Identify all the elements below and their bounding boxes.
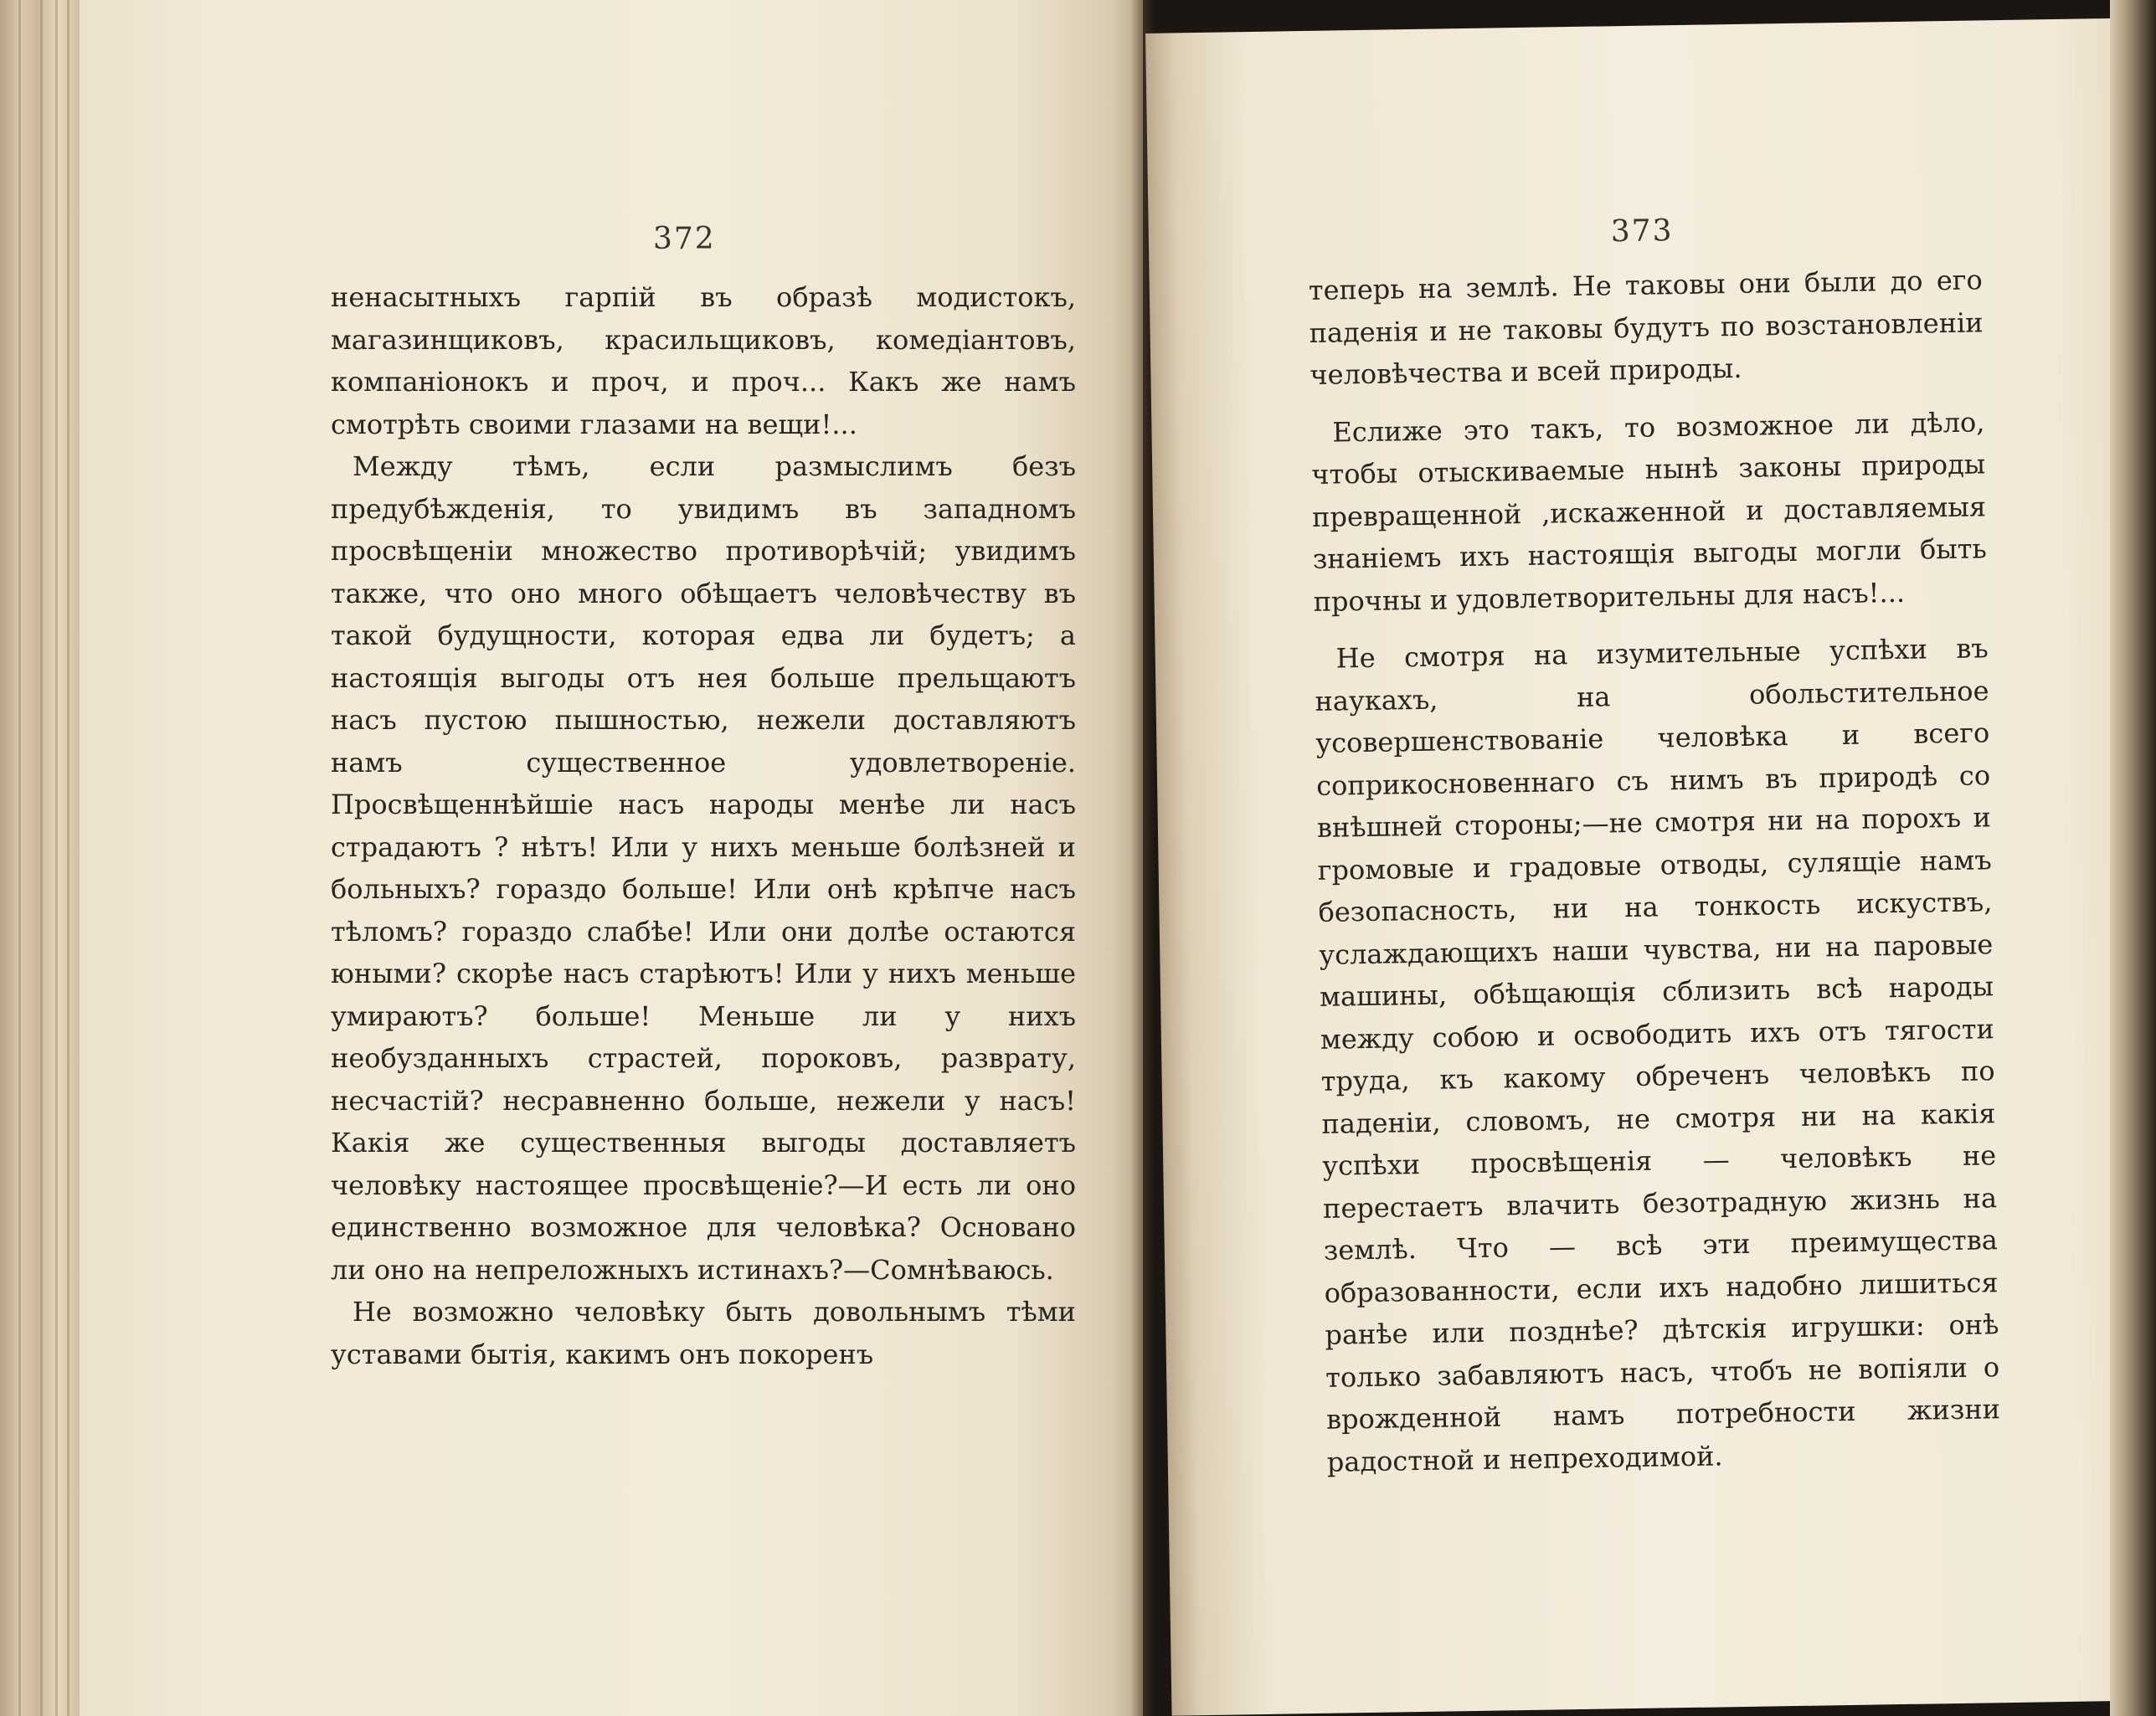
page-edge-line [67, 0, 69, 1716]
right-page-edge-shadow [2110, 0, 2156, 1716]
right-paragraph-1: теперь на землѣ. Не таковы они были до его паденія и не таковы будутъ по возстановленіи человѣчества и всей природы. [1308, 264, 1984, 391]
page-edge-line [55, 0, 58, 1716]
left-page [80, 0, 1143, 1716]
left-page-text [331, 276, 1076, 1375]
left-paragraph-3: Не возможно человѣку быть довольнымъ тѣми уставами бытія, какимъ онъ покоренъ [331, 1296, 1076, 1370]
left-page-number: 372 [653, 222, 716, 256]
right-page-number: 373 [1610, 213, 1674, 249]
page-edge-line [40, 0, 43, 1716]
page-edge-line [18, 0, 21, 1716]
right-page-text [1308, 259, 2001, 1482]
left-paragraph-1: ненасытныхъ гарпій въ образѣ модистокъ, магазинщиковъ, красильщиковъ, комедіантовъ, компаніонокъ и проч, и проч... Какъ же намъ смотрѣть своими глазами на вещи!... [331, 281, 1076, 440]
right-paragraph-2: Еслиже это такъ, то возможное ли дѣло, чтобы отыскиваемые нынѣ законы природы превращенной ,искаженной и доставляемыя знаніемъ ихъ настоящія выгоды могли быть прочны и удовлетворительны для насъ!... [1311, 405, 1988, 618]
right-page [1145, 18, 2155, 1716]
left-paragraph-2: Между тѣмъ, если размыслимъ безъ предубѣжденія, то увидимъ въ западномъ просвѣщеніи множество противорѣчій; увидимъ также, что оно много обѣщаетъ человѣчеству въ такой будущности, которая едва ли будетъ; а настоящія выгоды отъ нея больше прельщаютъ насъ пустою пышностью, нежели доставляютъ намъ существенное удовлетвореніе. Просвѣщеннѣйшіе насъ народы менѣе ли насъ страдаютъ ? нѣтъ! Или у нихъ меньше болѣзней и больныхъ? гораздо больше! Или онѣ крѣпче насъ тѣломъ? гораздо слабѣе! Или они долѣе остаются юными? скорѣе насъ старѣютъ! Или у нихъ меньше умираютъ? больше! Меньше ли у нихъ необузданныхъ страстей, пороковъ, разврату, несчастій? несравненно больше, нежели у насъ! Какія же существенныя выгоды доставляетъ человѣку настоящее просвѣщеніе?—И есть ли оно единственно возможное для человѣка? Основано ли оно на непреложныхъ истинахъ?—Сомнѣваюсь. [331, 450, 1076, 1286]
right-paragraph-3: Не смотря на изумительные успѣхи въ наукахъ, на обольстительное усовершенствованіе человѣка и всего соприкосновеннаго съ нимъ въ природѣ со внѣшней стороны;—не смотря ни на порохъ и громовые и градовые отводы, сулящіе намъ безопасность, ни на тонкость искуствъ, услаждающихъ наши чувства, ни на паровые машины, обѣщающія сблизить всѣ народы между собою и освободить ихъ отъ тягости труда, къ какому обреченъ человѣкъ по паденіи, словомъ, не смотря ни на какія успѣхи просвѣщенія — человѣкъ не перестаетъ влачить безотрадную жизнь на землѣ. Что — всѣ эти преимущества образованности, если ихъ надобно лишиться ранѣе или позднѣе? дѣтскія игрушки: онѣ только забавляютъ насъ, чтобъ не вопіяли о врожденной намъ потребности жизни радостной и непреходимой. [1315, 632, 2001, 1478]
